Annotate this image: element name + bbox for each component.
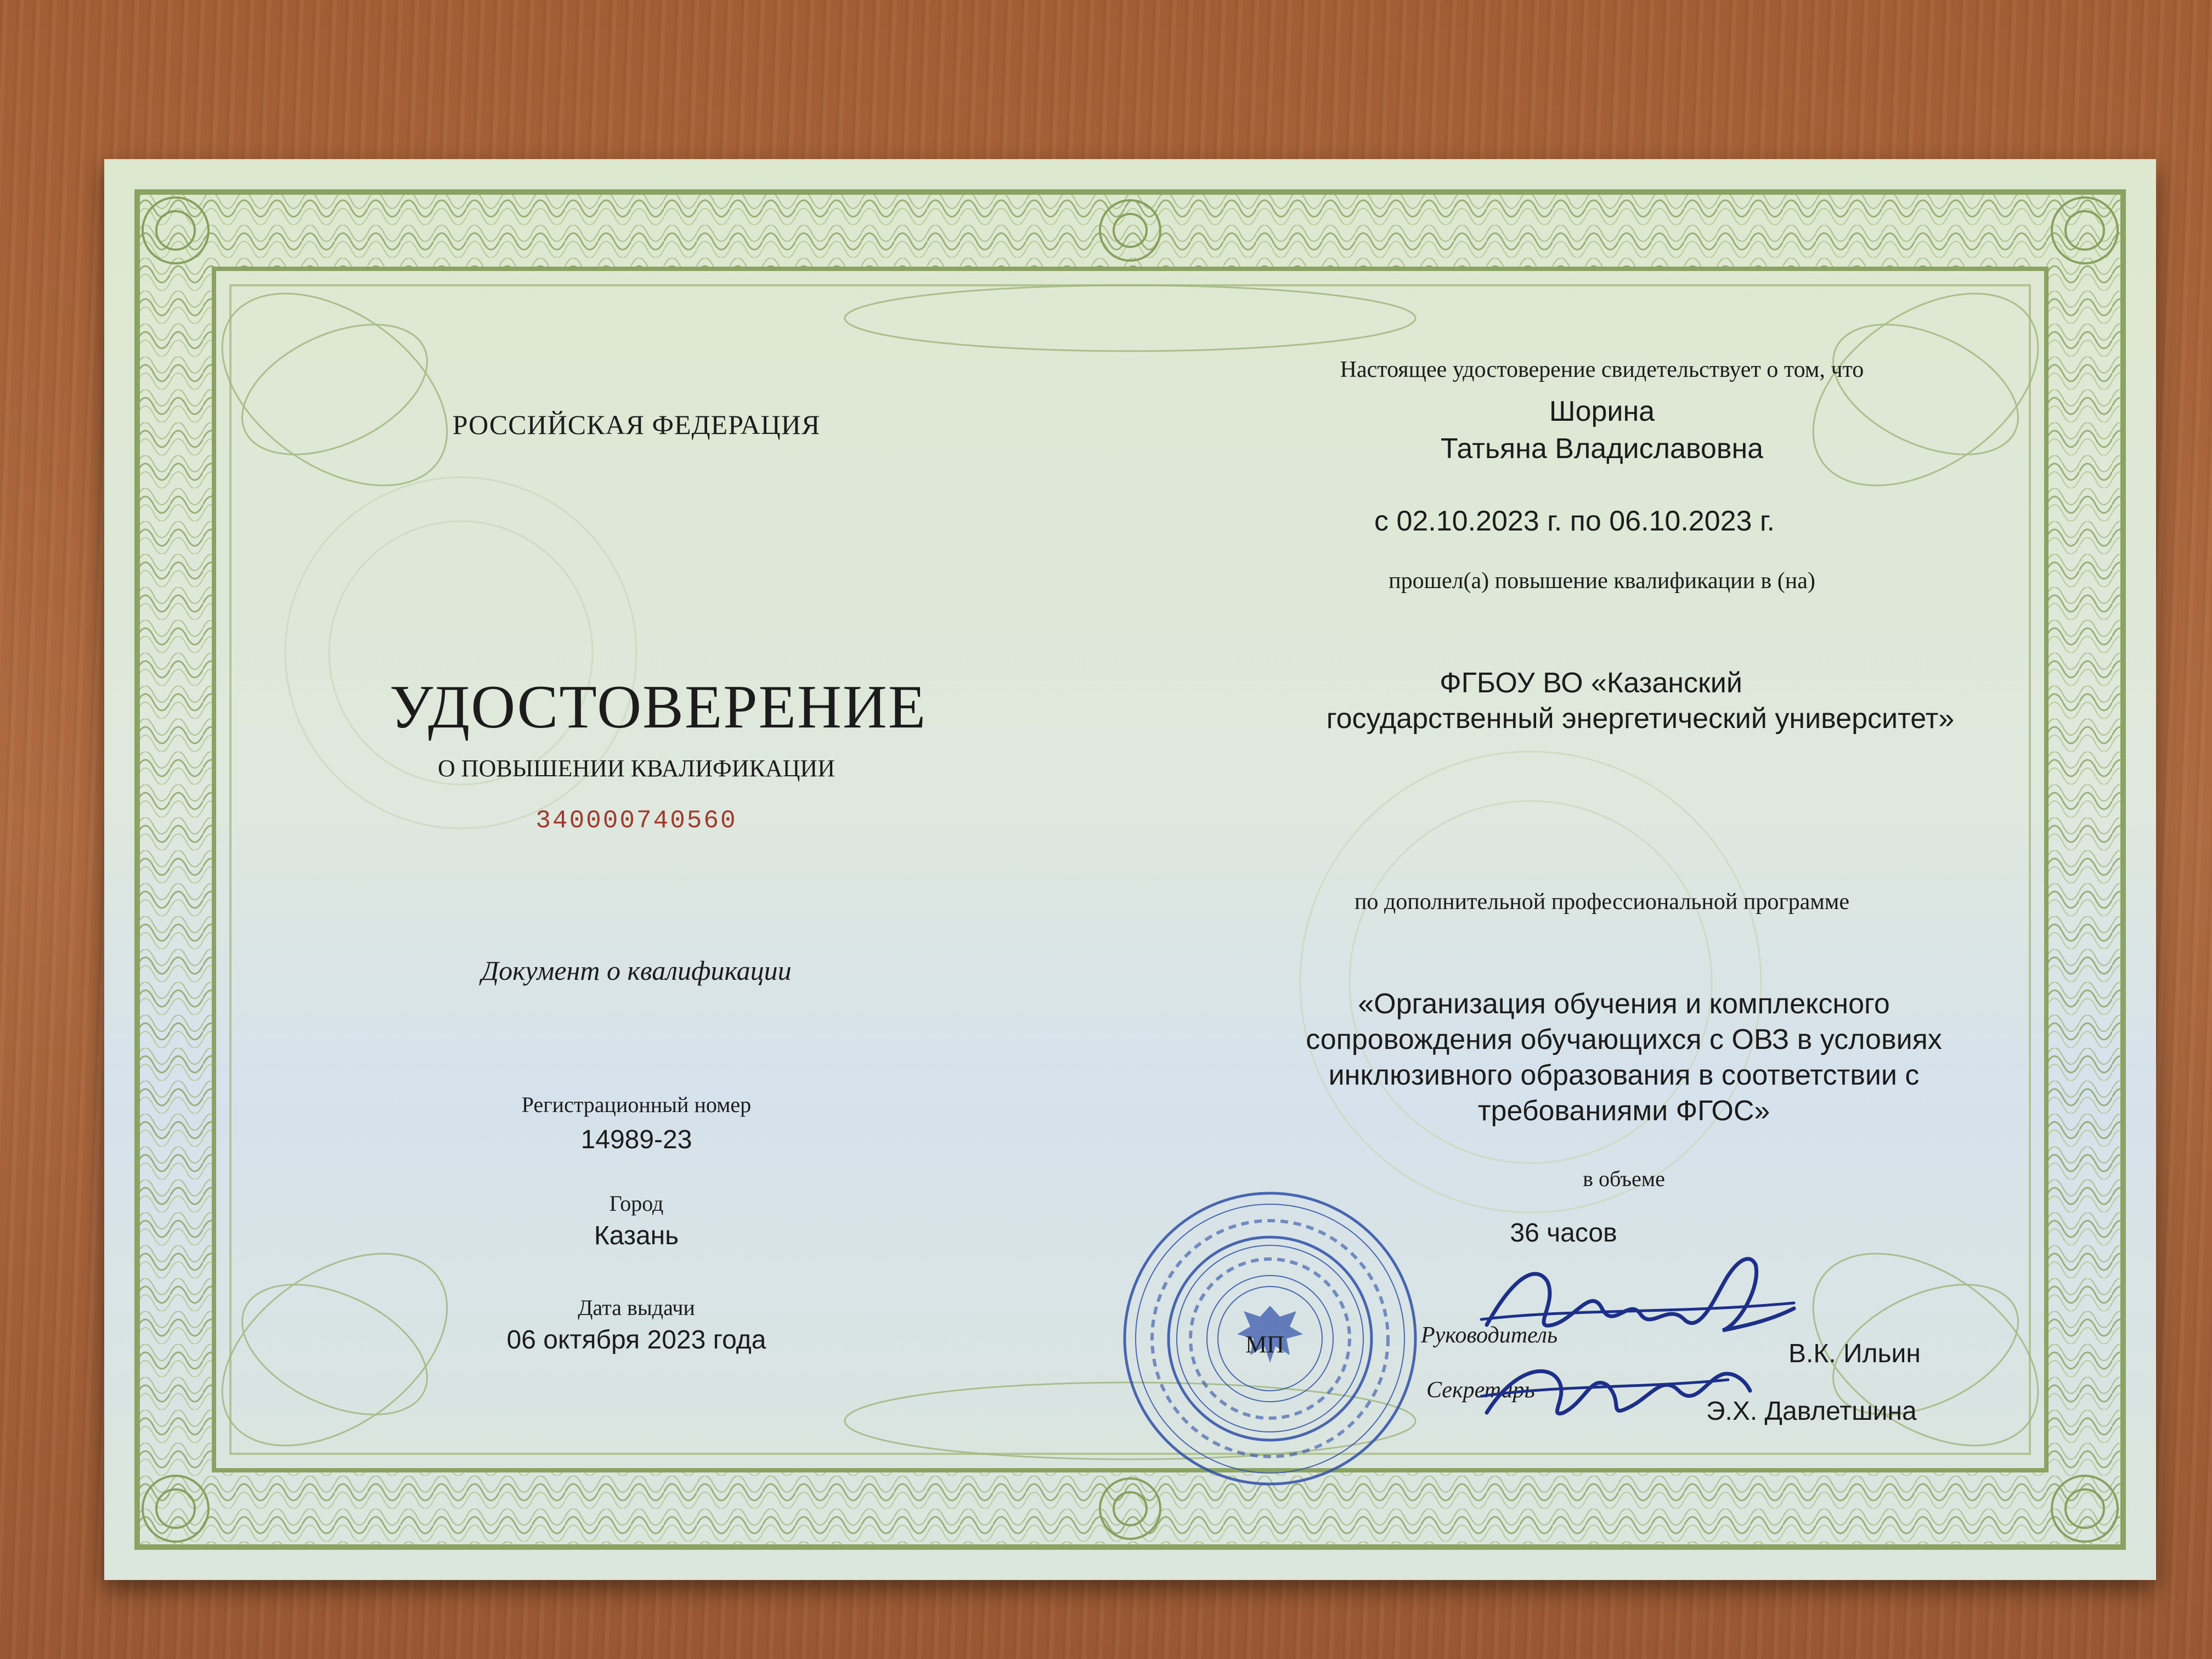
passed-text: прошел(а) повышение квалификации в (на) — [1389, 568, 1815, 594]
document-subtitle: О ПОВЫШЕНИИ КВАЛИФИКАЦИИ — [438, 755, 835, 782]
program-line-1: «Организация обучения и комплексного — [1358, 988, 1890, 1020]
intro-text: Настоящее удостоверение свидетельствует о том, что — [1340, 357, 1864, 382]
registration-label: Регистрационный номер — [521, 1092, 752, 1117]
city-label: Город — [609, 1191, 664, 1216]
secretary-label: Секретарь — [1426, 1378, 1535, 1403]
document-type: Документ о квалификации — [481, 955, 792, 986]
training-period: с 02.10.2023 г. по 06.10.2023 г. — [1374, 505, 1775, 537]
recipient-surname: Шорина — [1549, 396, 1655, 427]
serial-number: 340000740560 — [535, 806, 737, 835]
institution-line-2: государственный энергетический университет» — [1326, 703, 1955, 735]
volume-label: в объеме — [1583, 1166, 1665, 1191]
program-line-3: инклюзивного образования в соответствии с — [1328, 1059, 1920, 1091]
program-line-2: сопровождения обучающихся с ОВЗ в условиях — [1306, 1024, 1942, 1056]
registration-number: 14989-23 — [580, 1125, 692, 1154]
volume-value: 36 часов — [1510, 1218, 1617, 1248]
seal-place-mark: МП — [1245, 1331, 1284, 1358]
certificate-document — [104, 159, 2156, 1580]
country-label: РОССИЙСКАЯ ФЕДЕРАЦИЯ — [452, 409, 821, 440]
program-label: по дополнительной профессиональной программе — [1354, 889, 1850, 915]
head-label: Руководитель — [1421, 1323, 1558, 1348]
issue-date-label: Дата выдачи — [578, 1295, 695, 1320]
head-name: В.К. Ильин — [1788, 1339, 1921, 1368]
recipient-given-names: Татьяна Владиславовна — [1440, 433, 1764, 465]
secretary-name: Э.Х. Давлетшина — [1706, 1397, 1917, 1426]
issue-date: 06 октября 2023 года — [506, 1325, 766, 1355]
head-signature — [1465, 1243, 1805, 1352]
program-line-4: требованиями ФГОС» — [1477, 1095, 1770, 1127]
document-title: УДОСТОВЕРЕНИЕ — [390, 673, 927, 741]
city-value: Казань — [594, 1221, 679, 1250]
institution-line-1: ФГБОУ ВО «Казанский — [1440, 667, 1742, 699]
